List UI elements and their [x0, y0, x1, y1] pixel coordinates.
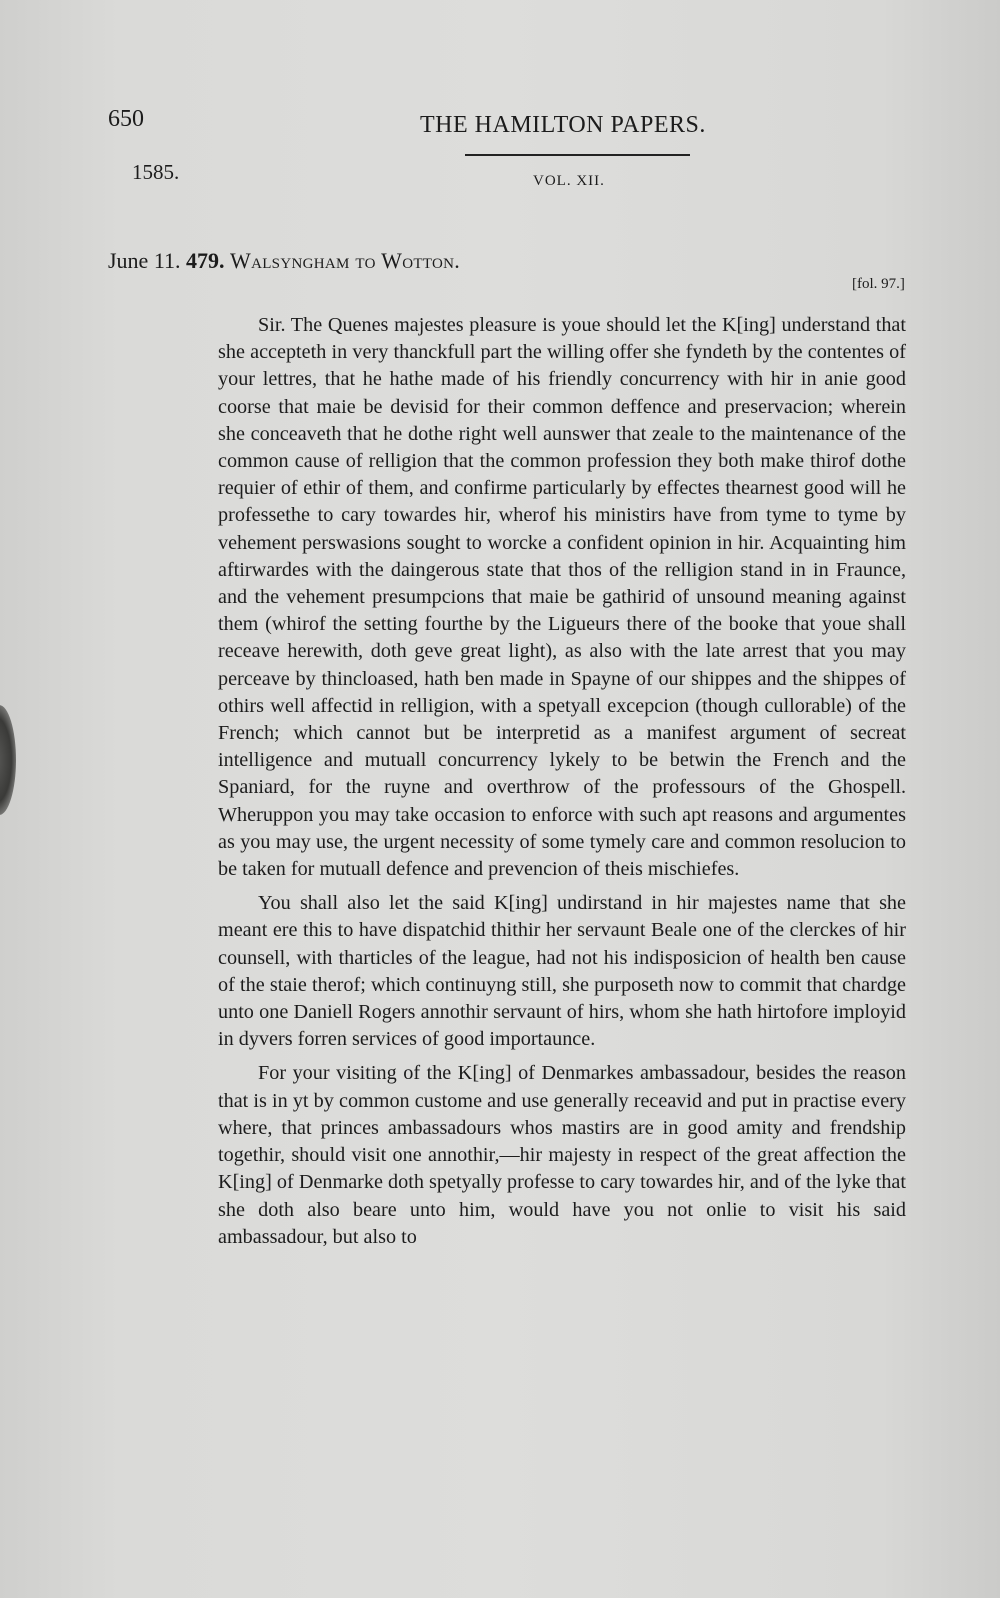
letter-body — [218, 312, 906, 1251]
scanner-thumb-shadow — [0, 705, 16, 815]
title-rule — [465, 154, 690, 156]
running-title: THE HAMILTON PAPERS. — [420, 112, 706, 138]
entry-title: Walsyngham to Wotton. — [230, 248, 461, 273]
folio-reference: [fol. 97.] — [852, 276, 905, 292]
entry-heading — [108, 248, 460, 274]
paragraph: For your visiting of the K[ing] of Denmarkes ambassadour, besides the reason that is in yt by common custome and use generally receavid and put in practise every where, that princes ambassadours whos mastirs are in good amity and frendship togethir, should visit one annothir,—hir majesty in respect of the great affection the K[ing] of Denmarke doth spetyally professe to cary towardes hir, and of the lyke that she doth also beare unto him, would have you not onlie to visit his said ambassadour, but also to — [218, 1062, 906, 1248]
paragraph: Sir. The Quenes majestes pleasure is youe should let the K[ing] understand that she accepteth in very thanckfull part the willing offer she fyndeth by the contentes of your lettres, that he hathe made of his friendly concurrency with hir in anie good coorse that maie be devisid for their common deffence and preservacion; wherein she conceaveth that he dothe right well aunswer that zeale to the maintenance of the common cause of relligion that the common profession they both make thirof dothe requier of ethir of them, and confirme particularly by effectes thearnest good will he professethe to cary towardes hir, wherof his ministirs have from tyme to tyme by vehement perswasions sought to worcke a confident opinion in hir. Acquainting him aftirwardes with the daingerous state that thos of the relligion stand in in Fraunce, and the vehement presumpcions that maie be gathirid of unsound meaning against them (whirof the setting fourthe by the Ligueurs there of the booke that youe shall receave herewith, doth geve great light), as also with the late arrest that you may perceave by thincloased, hath ben made in Spayne of our shippes and the shippes of othirs well affectid in relligion, with a spetyall excepcion (though cullorable) of the French; which cannot but be interpretid as a manifest argument of secreat intelligence and mutuall concurrency lykely to be betwin the French and the Spaniard, for the ruyne and overthrow of the professours of the Ghospell. Wheruppon you may take occasion to enforce with such apt reasons and argumentes as you may use, the urgent necessity of some tymely care and common resolucion to be taken for mutuall defence and prevencion of theis mischiefes. — [218, 314, 906, 881]
paragraph: You shall also let the said K[ing] undirstand in hir majestes name that she meant ere this to have dispatchid thithir her servaunt Beale one of the clerckes of hir counsell, with tharticles of the league, had not his indisposicion of health ben cause of the staie therof; which continuyng still, she purposeth now to commit that chardge unto one Daniell Rogers annothir servaunt of hirs, whom she hath hirtofore imployid in dyvers forren services of good importaunce. — [218, 892, 906, 1051]
page-number: 650 — [108, 106, 144, 132]
entry-number: 479. — [186, 248, 225, 273]
volume-label: VOL. XII. — [533, 173, 605, 189]
margin-year: 1585. — [132, 160, 180, 184]
entry-date: June 11. — [108, 248, 181, 273]
